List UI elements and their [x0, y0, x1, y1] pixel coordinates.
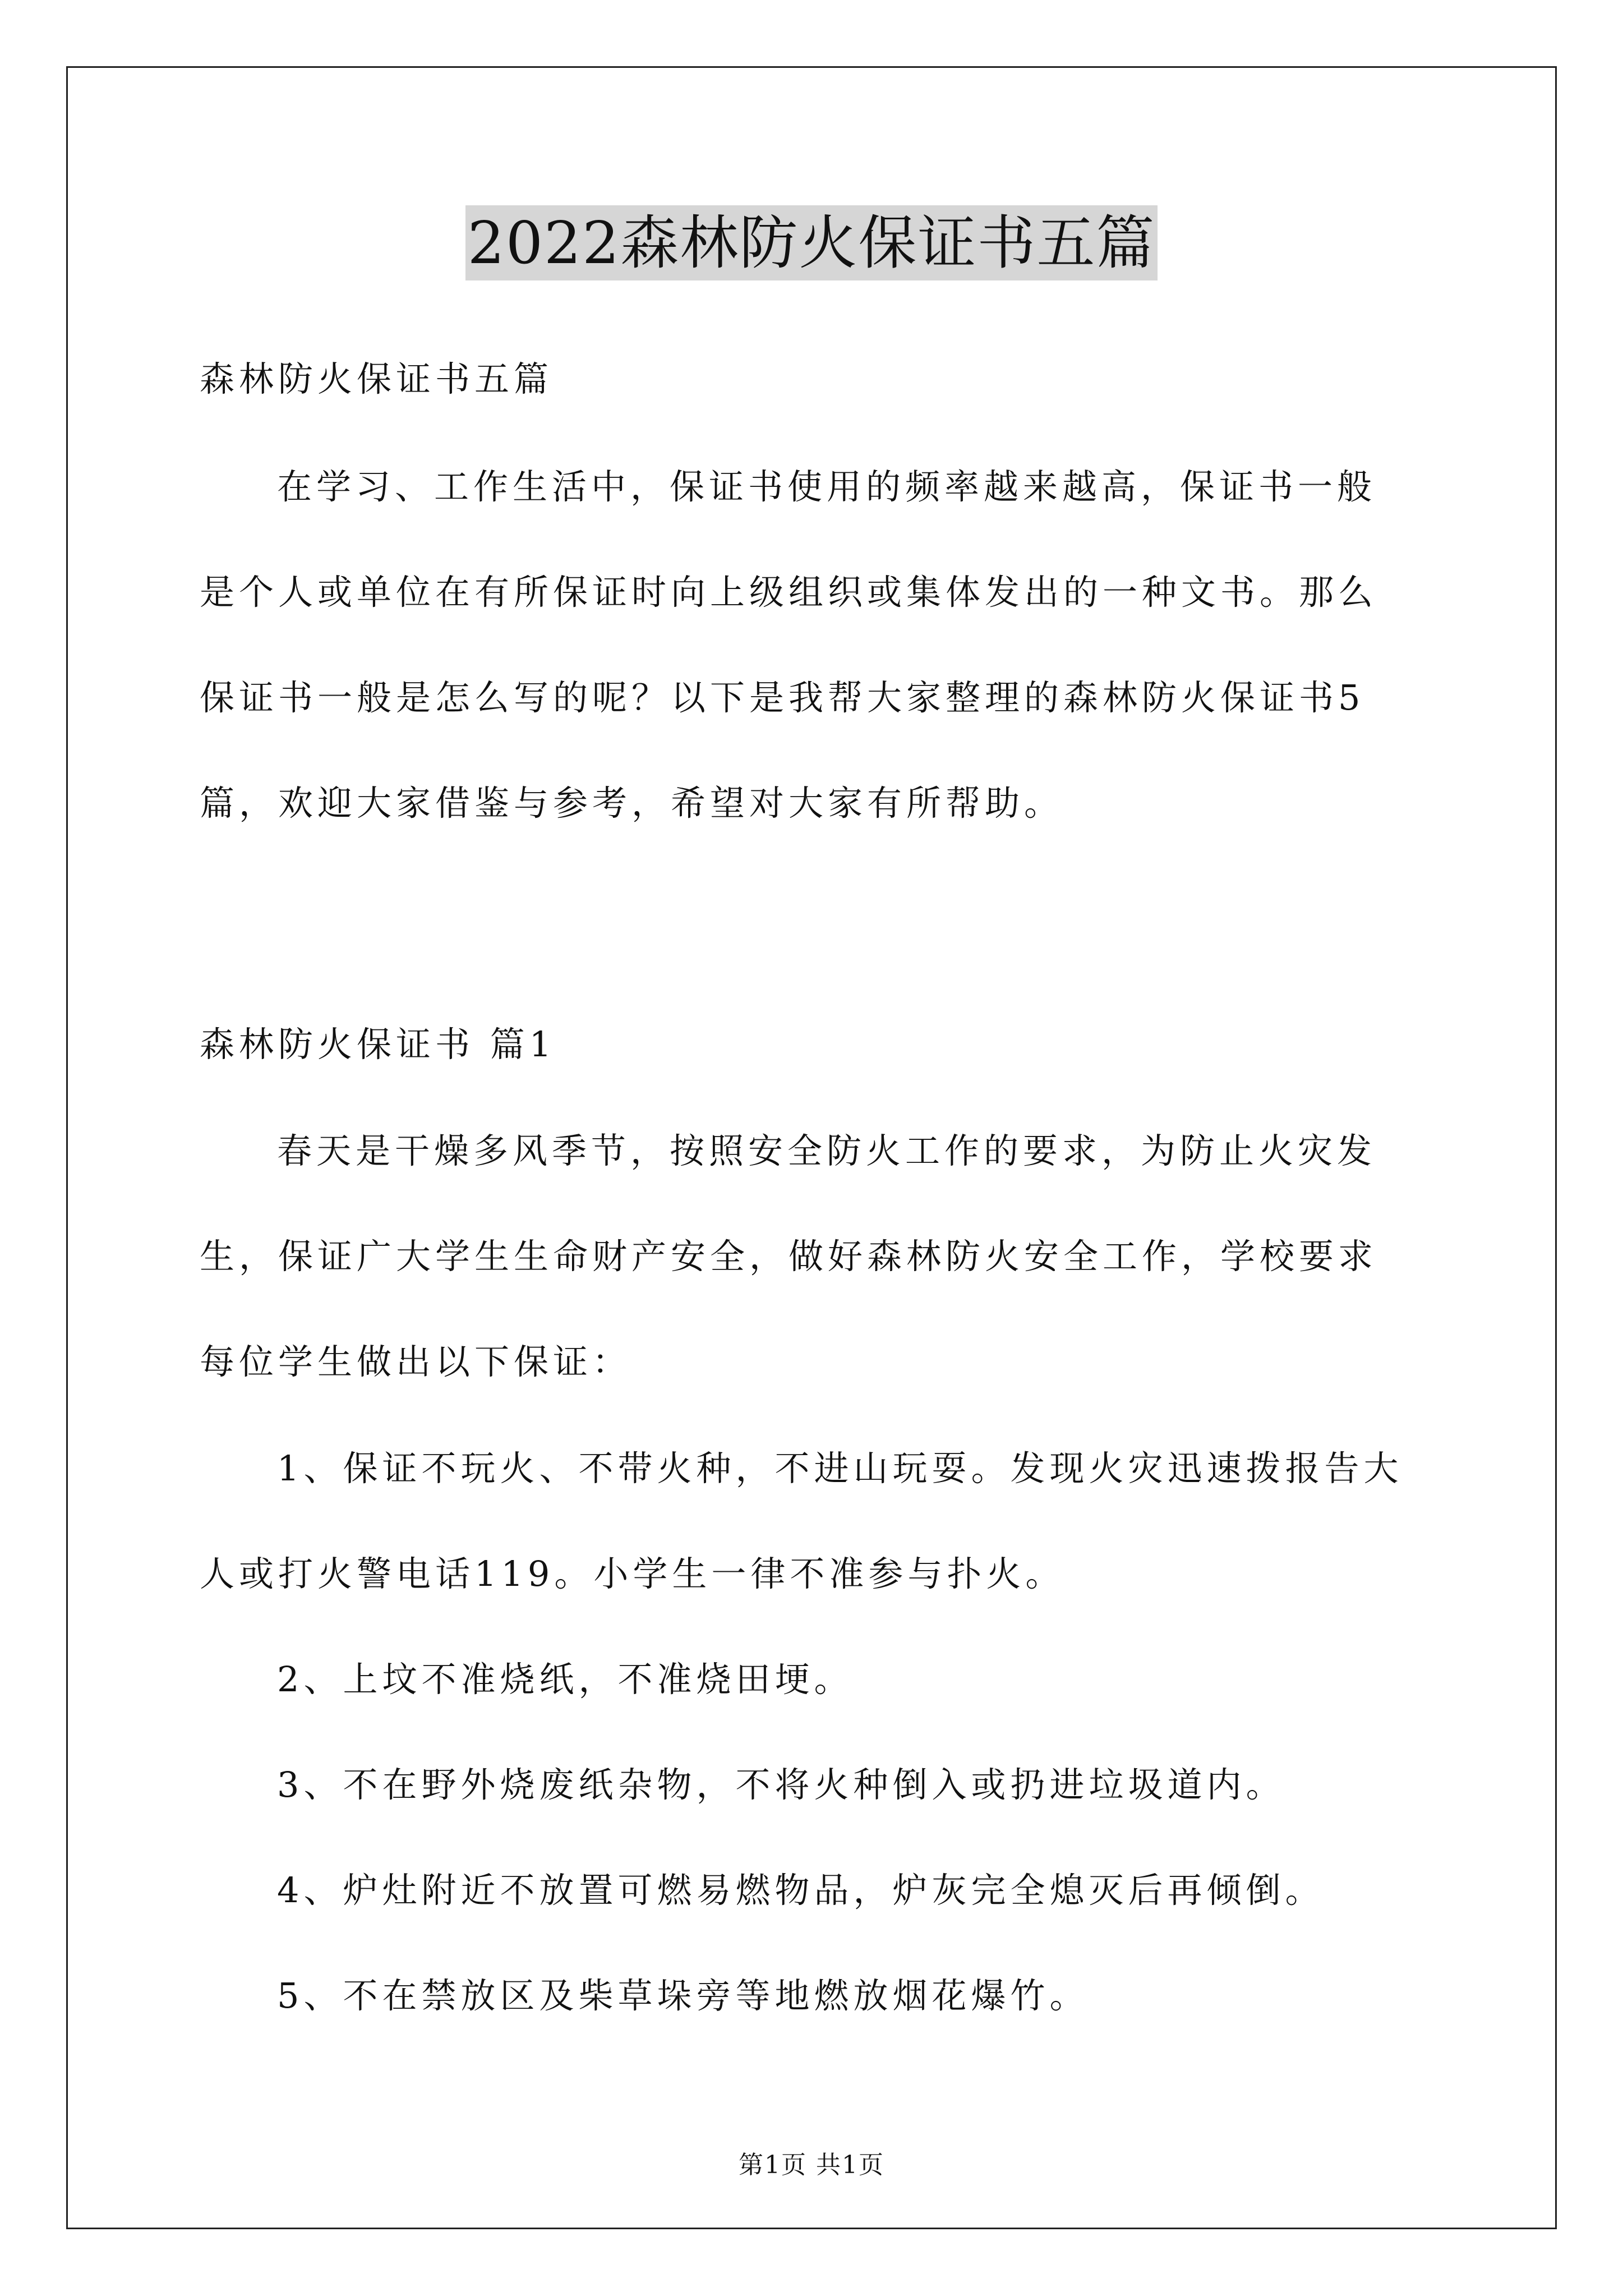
list-item-5: 5、不在禁放区及柴草垛旁等地燃放烟花爆竹。	[277, 1975, 1089, 2016]
intro-line-4: 篇，欢迎大家借鉴与参考，希望对大家有所帮助。	[200, 783, 1064, 823]
page-footer: 第1页 共1页	[739, 2151, 884, 2179]
document-subtitle: 森林防火保证书五篇	[200, 358, 554, 399]
list-item-1-continued: 人或打火警电话119。小学生一律不准参与扑火。	[200, 1553, 1065, 1594]
body-line-3: 每位学生做出以下保证：	[200, 1341, 632, 1382]
intro-line-1: 在学习、工作生活中，保证书使用的频率越来越高，保证书一般	[277, 466, 1377, 507]
section-heading: 森林防火保证书 篇1	[200, 1024, 556, 1065]
body-line-1: 春天是干燥多风季节，按照安全防火工作的要求，为防止火灾发	[277, 1130, 1377, 1171]
list-item-4: 4、炉灶附近不放置可燃易燃物品，炉灰完全熄灭后再倾倒。	[277, 1870, 1325, 1911]
document-title	[0, 206, 1623, 279]
body-line-2: 生，保证广大学生生命财产安全，做好森林防火安全工作，学校要求	[200, 1236, 1378, 1277]
intro-line-2: 是个人或单位在有所保证时向上级组织或集体发出的一种文书。那么	[200, 572, 1378, 613]
intro-line-3: 保证书一般是怎么写的呢？以下是我帮大家整理的森林防火保证书5	[200, 677, 1365, 718]
list-item-1: 1、保证不玩火、不带火种，不进山玩耍。发现火灾迅速拨报告大	[277, 1448, 1403, 1489]
list-item-3: 3、不在野外烧废纸杂物，不将火种倒入或扔进垃圾道内。	[277, 1764, 1285, 1805]
list-item-2: 2、上坟不准烧纸，不准烧田埂。	[277, 1659, 854, 1700]
title-text: 2022森林防火保证书五篇	[465, 205, 1158, 280]
